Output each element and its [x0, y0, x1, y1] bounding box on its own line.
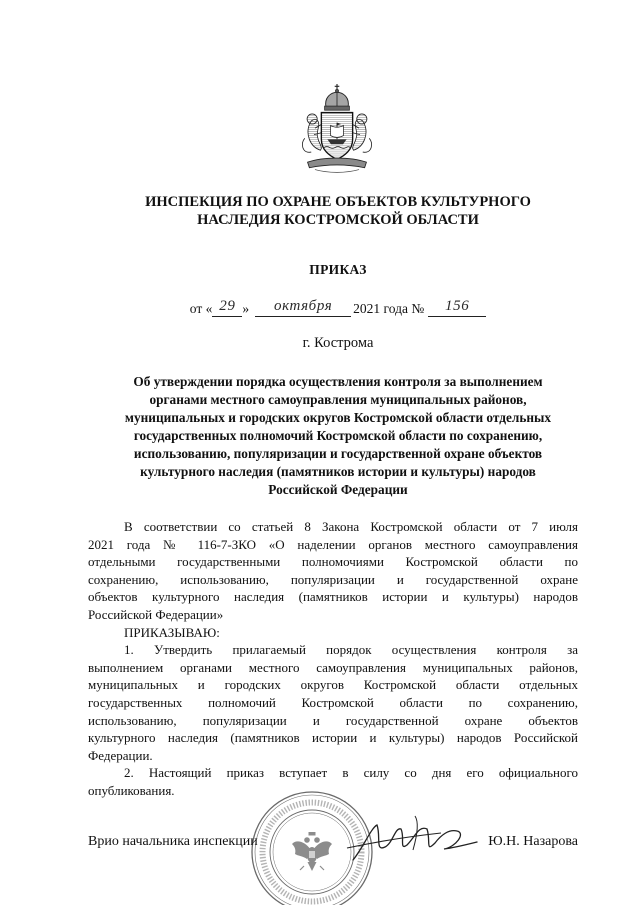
title-line: культурного наследия (памятников истории и культуры) народов: [140, 464, 536, 479]
item-line: культурного наследия (памятников истории и культуры) народов Российской: [88, 730, 578, 746]
date-quote-close: »: [242, 301, 250, 316]
item-line: опубликования.: [88, 782, 175, 798]
document-body: [88, 518, 578, 800]
preamble-line: отдельными государственными полномочиями Костромской области по: [88, 554, 578, 570]
item-line: государственных полномочий Костромской области по сохранению,: [88, 694, 578, 710]
title-line: Российской Федерации: [268, 482, 408, 497]
document-type: ПРИКАЗ: [309, 262, 367, 277]
date-prefix: от «: [189, 301, 213, 316]
document-title: [90, 373, 586, 499]
handwritten-month: октября: [273, 298, 333, 314]
title-line: использованию, популяризации и государственной охране объектов: [133, 446, 543, 461]
coat-of-arms-icon: [291, 82, 383, 178]
item-line: 2. Настоящий приказ вступает в силу со дня его официального: [124, 765, 578, 781]
day-field: [212, 298, 242, 317]
handwritten-number: 156: [445, 298, 470, 314]
item-line: муниципальных и городских округов Костромской области отдельных: [88, 677, 578, 693]
signatory-position: Врио начальника инспекции: [88, 834, 258, 849]
organization-name: [90, 193, 586, 229]
preamble-line: сохранению, использованию, популяризации и государственной охране: [88, 571, 578, 587]
preamble-line: 2021 года № 116-7-ЗКО «О наделении органов местного самоуправления: [88, 536, 578, 552]
title-line: муниципальных и городских округов Костромской области отдельных: [124, 410, 552, 425]
preamble-line: объектов культурного наследия (памятников истории и культуры) народов: [88, 589, 578, 605]
city: г. Кострома: [302, 335, 374, 351]
title-line: органами местного самоуправления муниципальных районов,: [149, 392, 527, 407]
title-line: государственных полномочий Костромской области по сохранению,: [133, 428, 543, 443]
item-line: Федерации.: [88, 747, 153, 763]
signature-row: [88, 833, 578, 851]
preamble-paragraph: [88, 518, 578, 624]
item-line: использованию, популяризации и государственной охране объектов: [88, 712, 578, 728]
year-and-number-label: 2021 года №: [353, 301, 425, 316]
preamble-line: Российской Федерации»: [88, 606, 224, 622]
order-item-1: [88, 641, 578, 764]
item-line: выполнением органами местного самоуправления муниципальных районов,: [88, 659, 578, 675]
order-date-number-line: [90, 299, 586, 317]
item-line: 1. Утвердить прилагаемый порядок осуществления контроля за: [124, 642, 578, 658]
handwritten-day: 29: [219, 298, 236, 314]
number-field: [428, 298, 486, 317]
organization-name-line-1: ИНСПЕКЦИЯ ПО ОХРАНЕ ОБЪЕКТОВ КУЛЬТУРНОГО: [145, 194, 531, 210]
title-line: Об утверждении порядка осуществления контроля за выполнением: [133, 374, 543, 389]
month-field: [255, 298, 351, 317]
order-word: ПРИКАЗЫВАЮ:: [124, 624, 220, 640]
signatory-name: Ю.Н. Назарова: [488, 834, 578, 849]
preamble-line: В соответствии со статьей 8 Закона Костромской области от 7 июля: [124, 519, 578, 534]
organization-name-line-2: НАСЛЕДИЯ КОСТРОМСКОЙ ОБЛАСТИ: [197, 212, 479, 228]
